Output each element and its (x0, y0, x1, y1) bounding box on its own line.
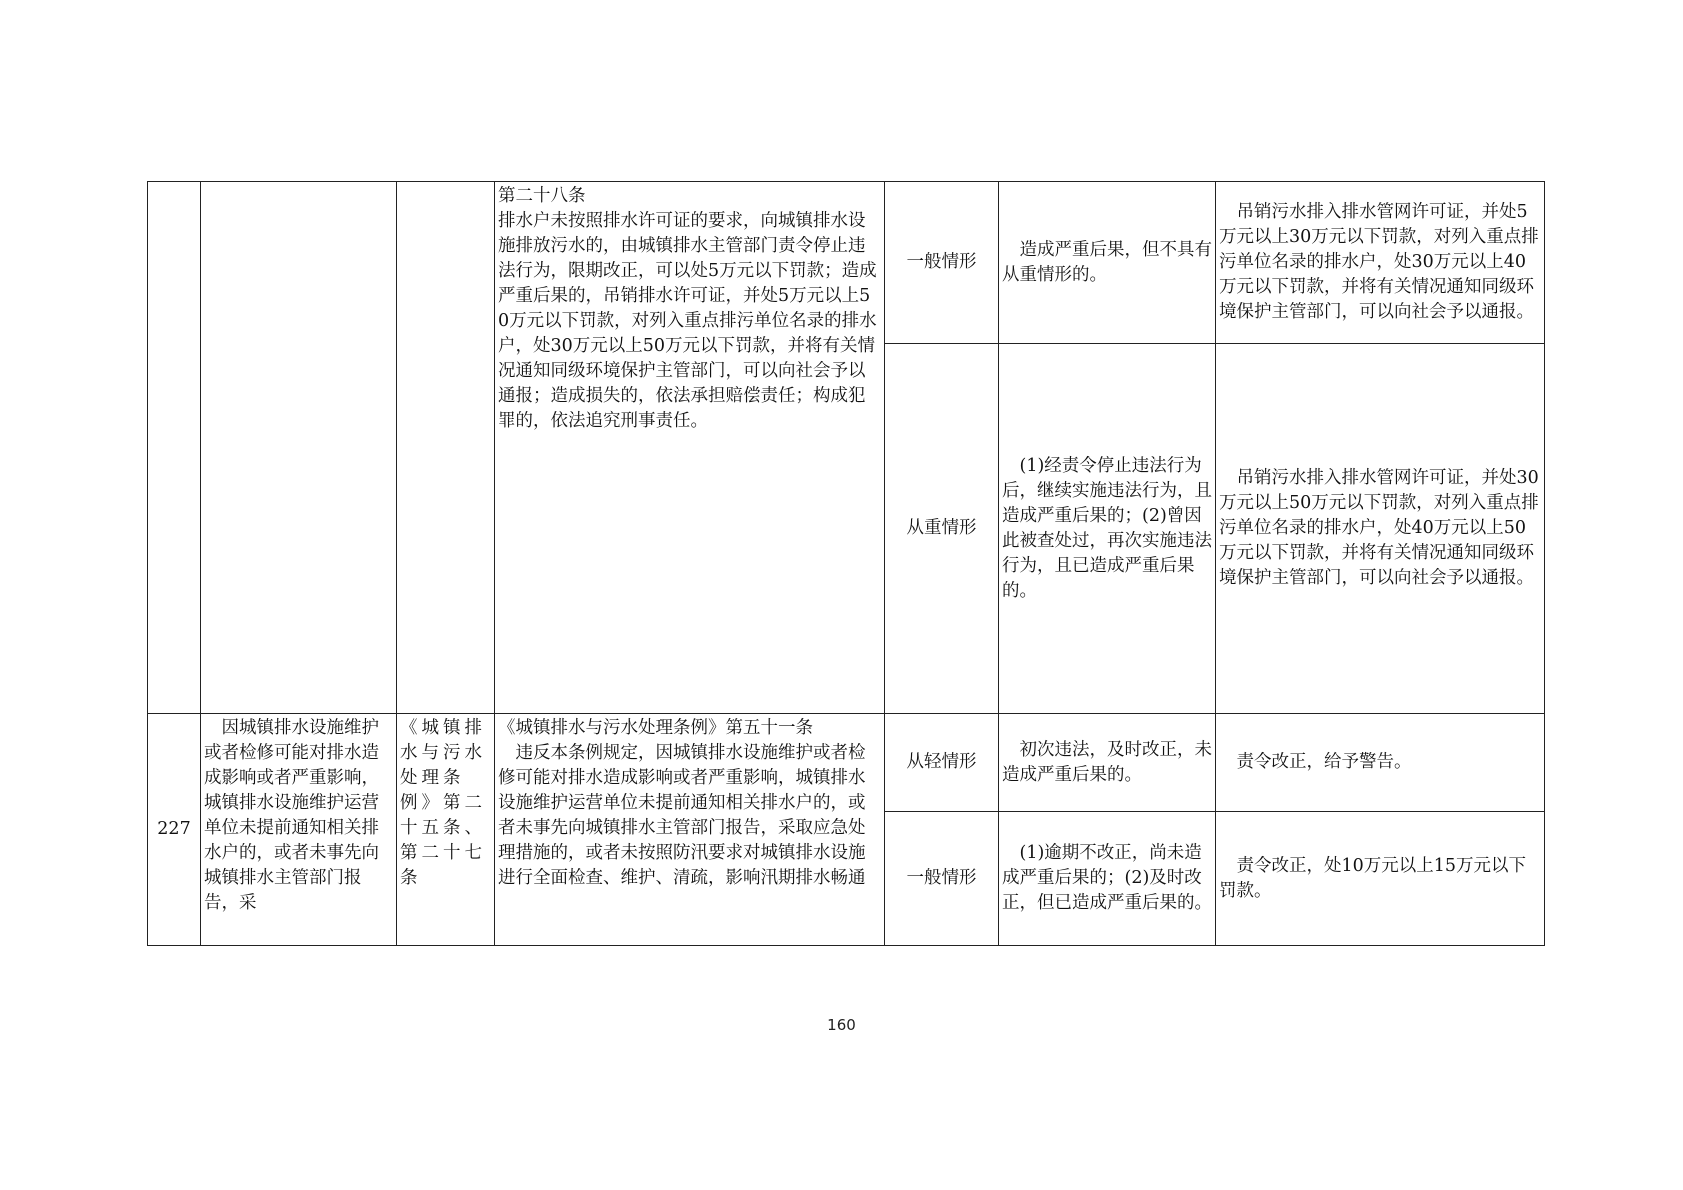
penalty-standard-cell: 吊销污水排入排水管网许可证，并处30万元以上50万元以下罚款，对列入重点排污单位名录的排水户，处40万元以上50万元以下罚款，并将有关情况通知同级环境保护主管部门，可以向社会予以通报。 (1216, 344, 1545, 714)
violation-cell (201, 182, 397, 714)
penalty-standard-cell: 吊销污水排入排水管网许可证，并处5万元以上30万元以下罚款，对列入重点排污单位名录的排水户，处30万元以上40万元以下罚款，并将有关情况通知同级环境保护主管部门，可以向社会予以通报。 (1216, 182, 1545, 344)
table-row (148, 714, 1545, 812)
circumstance-cell: 初次违法，及时改正，未造成严重后果的。 (999, 714, 1216, 812)
circumstance-cell: 造成严重后果，但不具有从重情形的。 (999, 182, 1216, 344)
penalty-discretion-table (147, 181, 1545, 946)
page-number: 160 (827, 1016, 856, 1034)
legal-basis-cell (397, 182, 495, 714)
penalty-provision-cell: 《城镇排水与污水处理条例》第五十一条 违反本条例规定，因城镇排水设施维护或者检修可能对排水造成影响或者严重影响，城镇排水设施维护运营单位未提前通知相关排水户的，或者未事先向城镇排水主管部门报告，采取应急处理措施的，或者未按照防汛要求对城镇排水设施进行全面检查、维护、清疏，影响汛期排水畅通 (495, 714, 885, 946)
circumstance-cell: (1)逾期不改正，尚未造成严重后果的；(2)及时改正，但已造成严重后果的。 (999, 812, 1216, 946)
table-row (148, 182, 1545, 344)
severity-level-cell: 从重情形 (885, 344, 999, 714)
legal-basis-cell: 《城镇排水与污水处理条例》第二十五条、第二十七条 (397, 714, 495, 946)
item-number-cell: 227 (148, 714, 201, 946)
penalty-standard-cell: 责令改正，给予警告。 (1216, 714, 1545, 812)
severity-level-cell: 一般情形 (885, 182, 999, 344)
violation-cell: 因城镇排水设施维护或者检修可能对排水造成影响或者严重影响，城镇排水设施维护运营单位未提前通知相关排水户的，或者未事先向城镇排水主管部门报告，采 (201, 714, 397, 946)
item-number-cell (148, 182, 201, 714)
penalty-provision-cell: 第二十八条 排水户未按照排水许可证的要求，向城镇排水设施排放污水的，由城镇排水主管部门责令停止违法行为，限期改正，可以处5万元以下罚款；造成严重后果的，吊销排水许可证，并处5万元以上50万元以下罚款，对列入重点排污单位名录的排水户，处30万元以上50万元以下罚款，并将有关情况通知同级环境保护主管部门，可以向社会予以通报；造成损失的，依法承担赔偿责任；构成犯罪的，依法追究刑事责任。 (495, 182, 885, 714)
severity-level-cell: 一般情形 (885, 812, 999, 946)
severity-level-cell: 从轻情形 (885, 714, 999, 812)
penalty-standard-cell: 责令改正，处10万元以上15万元以下罚款。 (1216, 812, 1545, 946)
circumstance-cell: (1)经责令停止违法行为后，继续实施违法行为，且造成严重后果的；(2)曾因此被查处过，再次实施违法行为，且已造成严重后果的。 (999, 344, 1216, 714)
